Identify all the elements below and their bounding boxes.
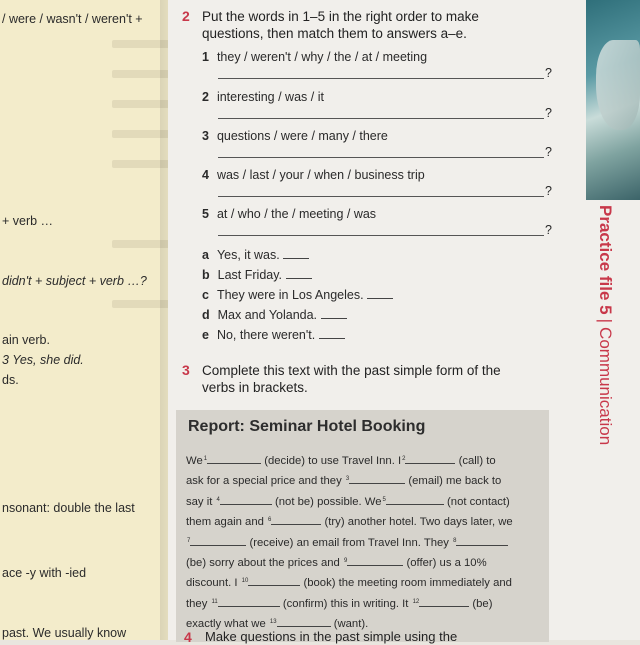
answer-text: They were in Los Angeles. (216, 288, 364, 302)
question-4 (202, 168, 425, 182)
left-line: nsonant: double the last (2, 501, 135, 515)
answer-text: Yes, it was. (216, 248, 280, 262)
answer-line-2[interactable] (218, 118, 544, 119)
question-number: 5 (202, 207, 209, 221)
report-body (186, 450, 546, 634)
answer-letter: e (202, 328, 209, 342)
gap-12[interactable] (419, 597, 469, 607)
text: (email) me back to (408, 475, 502, 488)
question-mark: ? (545, 106, 552, 120)
text: (decide) to use Travel Inn. I (264, 455, 402, 467)
gap-7[interactable] (190, 536, 246, 546)
text: them again and (186, 516, 264, 529)
text: We (186, 455, 203, 467)
text: (confirm) this in writing. It (282, 597, 409, 610)
instruction-line: questions, then match them to answers a–e. (202, 26, 467, 41)
gap-10[interactable] (248, 576, 300, 586)
gap-number: 13 (269, 619, 277, 626)
divider: | (596, 318, 615, 324)
answer-a (202, 248, 309, 262)
practice-file-title: Practice file 5 (596, 205, 615, 315)
left-page (0, 0, 168, 640)
question-words: questions / were / many / there (216, 129, 388, 143)
instruction-line: verbs in brackets. (202, 380, 308, 395)
question-1 (202, 50, 427, 64)
gap-13[interactable] (277, 617, 331, 627)
exercise-4-number: 4 (184, 629, 192, 645)
match-blank[interactable] (283, 248, 309, 259)
gap-number: 7 (187, 537, 191, 544)
gap-6[interactable] (271, 515, 321, 525)
answer-text: No, there weren't. (216, 328, 316, 342)
answer-letter: c (202, 288, 209, 302)
gap-2[interactable] (405, 454, 455, 464)
answer-c (202, 288, 393, 302)
answer-d (202, 308, 347, 322)
exercise-2-number: 2 (182, 8, 190, 24)
gap-number: 8 (453, 537, 457, 544)
answer-e (202, 328, 345, 342)
exercise-3-instruction (202, 362, 501, 396)
gap-11[interactable] (218, 597, 280, 607)
gap-number: 5 (382, 496, 386, 503)
text: (be) (472, 597, 493, 610)
text: (book) the meeting room immediately and (303, 577, 512, 590)
answer-line-3[interactable] (218, 157, 544, 158)
text: (be) sorry about the prices and (186, 557, 340, 570)
answer-text: Last Friday. (217, 268, 283, 282)
dolphin-shape (596, 40, 640, 130)
text: (not be) possible. We (275, 495, 382, 508)
match-blank[interactable] (286, 268, 312, 279)
question-mark: ? (545, 66, 552, 80)
answer-text: Max and Yolanda. (217, 308, 318, 322)
section-name: Communication (596, 327, 615, 446)
answer-line-5[interactable] (218, 235, 544, 236)
exercise-2-instruction (202, 8, 479, 42)
text: (not contact) (447, 495, 510, 508)
left-line: ds. (2, 373, 19, 387)
exercise-3-number: 3 (182, 362, 190, 378)
side-label-text (595, 205, 615, 445)
match-blank[interactable] (321, 308, 347, 319)
left-line: didn't + subject + verb …? (2, 274, 147, 288)
gap-3[interactable] (349, 474, 405, 484)
left-line: ace -y with -ied (2, 566, 87, 580)
match-blank[interactable] (319, 328, 345, 339)
answer-line-1[interactable] (218, 78, 544, 79)
answer-letter: d (202, 308, 210, 322)
question-3 (202, 129, 388, 143)
question-mark: ? (545, 145, 552, 159)
text: they (186, 597, 208, 610)
side-label (593, 205, 615, 505)
question-words: they / weren't / why / the / at / meeting (216, 50, 428, 64)
left-line: ain verb. (2, 333, 50, 347)
question-words: at / who / the / meeting / was (216, 207, 377, 221)
question-number: 1 (202, 50, 209, 64)
gap-number: 6 (268, 517, 272, 524)
gap-4[interactable] (220, 495, 272, 505)
answer-line-4[interactable] (218, 196, 544, 197)
gap-number: 1 (203, 456, 208, 462)
question-number: 4 (202, 168, 209, 182)
gap-number: 4 (216, 496, 220, 503)
gap-number: 9 (343, 558, 348, 565)
report-title: Report: Seminar Hotel Booking (188, 418, 426, 435)
question-2 (202, 90, 324, 104)
left-line: / were / wasn't / weren't + (2, 12, 143, 26)
gap-8[interactable] (456, 536, 508, 546)
exercise-4-instruction: Make questions in the past simple using the (205, 629, 458, 644)
left-line: past. We usually know (2, 626, 127, 640)
gap-1[interactable] (207, 454, 261, 464)
gap-number: 12 (412, 598, 420, 605)
instruction-line: Complete this text with the past simple form of the (202, 363, 501, 378)
gap-5[interactable] (386, 495, 444, 505)
question-words: was / last / your / when / business trip (216, 168, 425, 182)
answer-letter: a (202, 248, 209, 262)
text: say it (186, 495, 213, 508)
gap-number: 3 (345, 476, 350, 483)
gap-number: 11 (211, 598, 218, 605)
answer-letter: b (202, 268, 210, 282)
question-number: 2 (202, 90, 209, 104)
left-line: + verb … (2, 214, 54, 228)
gap-number: 10 (241, 578, 249, 585)
question-number: 3 (202, 129, 209, 143)
text: (offer) us a 10% (406, 557, 487, 570)
text: (receive) an email from Travel Inn. They (249, 536, 449, 549)
question-mark: ? (545, 223, 552, 237)
text: (try) another hotel. Two days later, we (324, 516, 513, 529)
text: ask for a special price and they (186, 475, 342, 488)
gap-9[interactable] (347, 556, 403, 566)
text: exactly what we (186, 618, 266, 631)
match-blank[interactable] (367, 288, 393, 299)
gap-number: 2 (402, 456, 406, 462)
report-box (176, 410, 549, 642)
question-words: interesting / was / it (216, 90, 324, 104)
answer-b (202, 268, 312, 282)
left-line: 3 Yes, she did. (2, 353, 84, 367)
question-mark: ? (545, 184, 552, 198)
question-5 (202, 207, 376, 221)
instruction-line: Put the words in 1–5 in the right order to make (202, 9, 479, 24)
text: (call) to (458, 455, 496, 467)
text: (want). (333, 618, 369, 631)
dolphin-photo (586, 0, 640, 200)
text: discount. I (186, 577, 238, 590)
